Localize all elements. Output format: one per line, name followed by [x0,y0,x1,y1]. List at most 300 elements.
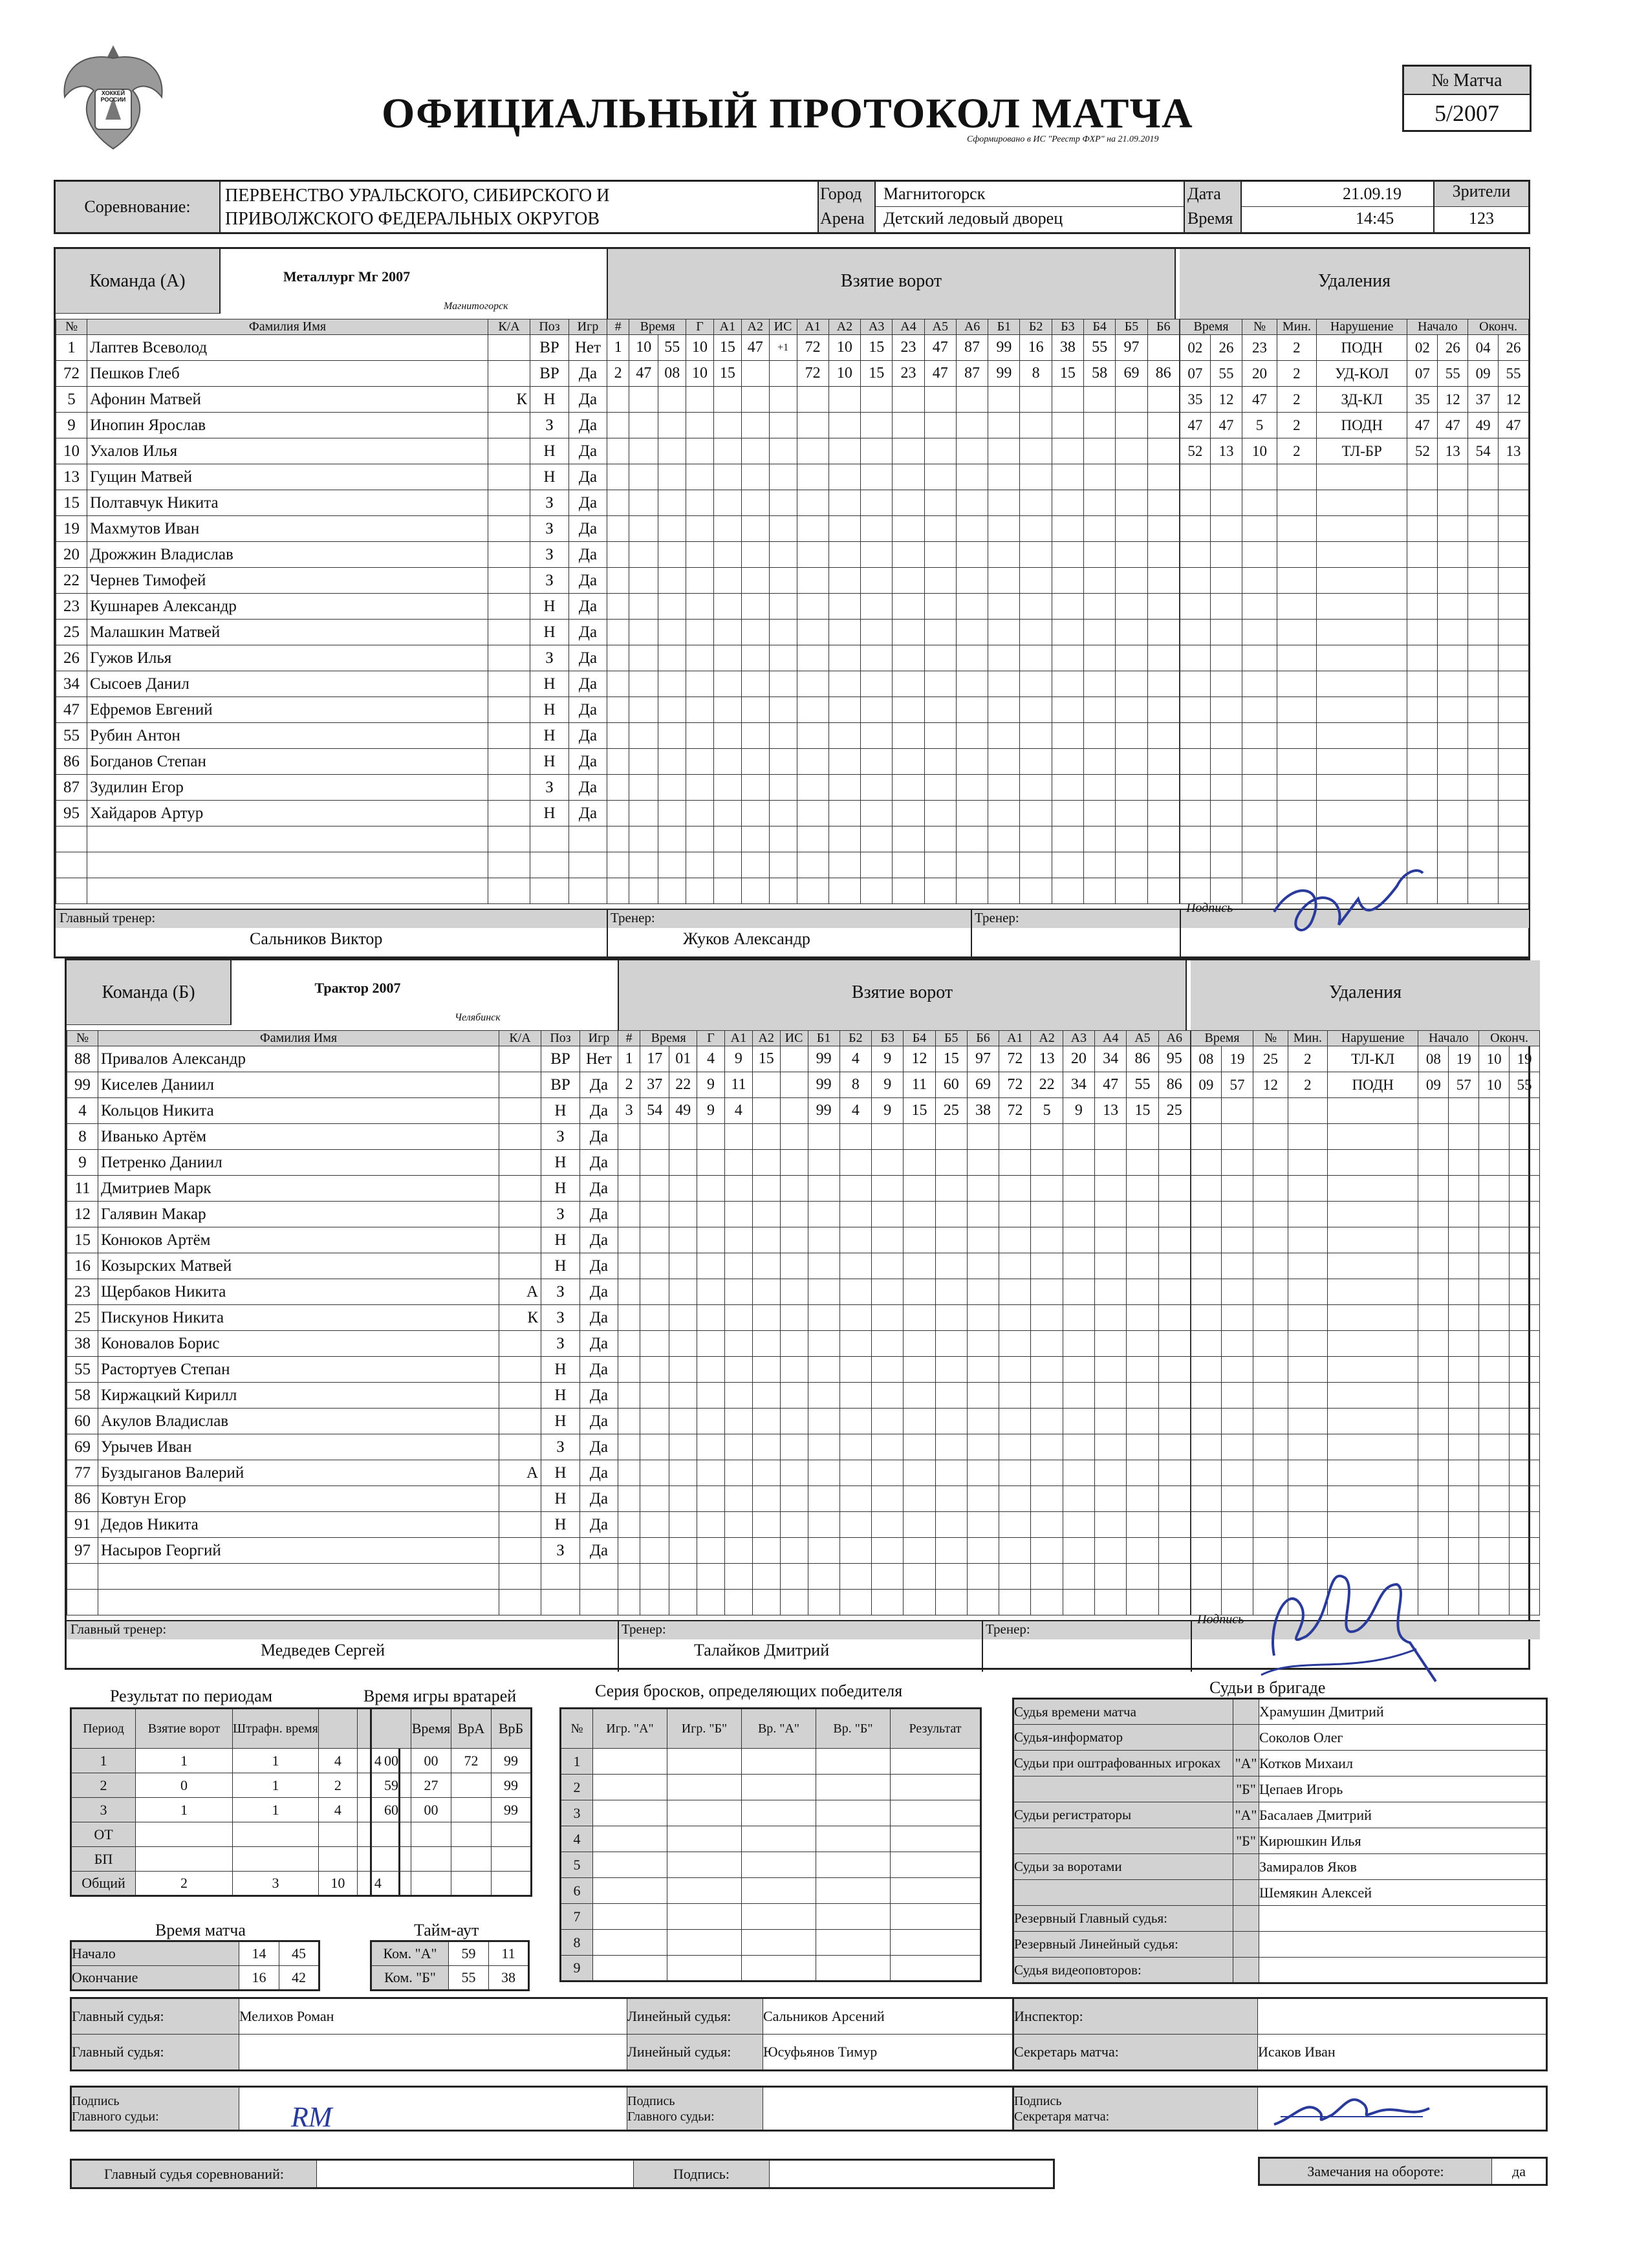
match-number: 5/2007 [1434,100,1499,126]
goal-cell [935,1227,967,1253]
penalty-cell [1438,645,1468,671]
penalty-cell: 08 [1191,1046,1222,1072]
goal-cell [640,1383,669,1409]
penalty-cell [1221,1409,1253,1434]
penalty-cell [1210,620,1242,645]
penalty-col-header: Время [1191,1031,1253,1046]
goal-cell: 72 [999,1046,1031,1072]
goal-cell: 15 [1127,1098,1158,1124]
goal-cell [924,723,956,749]
cell [891,1878,981,1904]
goal-cell [607,878,629,904]
played: Да [569,413,607,438]
penalty-cell [1191,1202,1222,1227]
goal-cell: 86 [1147,361,1179,387]
goal-cell [686,620,714,645]
goal-row [607,335,1180,361]
goal-cell [967,1253,999,1279]
player-number: 16 [67,1253,98,1279]
goal-cell [924,645,956,671]
penalty-cell: 55 [1499,361,1529,387]
penalty-row [1180,645,1529,671]
goal-col-header: # [618,1031,640,1046]
penalty-cell [1253,1124,1288,1150]
goal-cell [1095,1227,1127,1253]
goal-cell: 15 [904,1098,935,1124]
penalty-cell [1499,542,1529,568]
played: Да [580,1279,618,1305]
played: Да [569,697,607,723]
goal-cell [861,852,893,878]
penalty-cell [1316,464,1407,490]
goal-cell [1158,1150,1190,1176]
goal-cell: 72 [999,1072,1031,1098]
penalty-cell [1277,542,1316,568]
goal-cell [904,1590,935,1615]
goal-cell [904,1331,935,1357]
cell: Резервный Линейный судья: [1013,1932,1233,1958]
penalty-cell [1479,1176,1510,1202]
goal-cell [797,723,828,749]
penalty-cell: 47 [1438,413,1468,438]
goal-cell [629,490,658,516]
goal-row [618,1460,1191,1486]
goal-cell [769,826,797,852]
position [541,1590,580,1615]
goal-cell [607,645,629,671]
goal-cell [1147,723,1179,749]
cell: Линейный судья: [627,1998,763,2035]
goal-cell [741,438,769,464]
table-row [67,1253,618,1279]
goal-cell [1095,1357,1127,1383]
goal-cell [1031,1331,1063,1357]
player-number: 26 [56,645,87,671]
penalty-cell [1253,1331,1288,1357]
penalty-cell [1277,645,1316,671]
goal-cell [967,1383,999,1409]
penalty-cell [1438,749,1468,775]
penalty-cell [1277,801,1316,826]
cell: 00 [371,1749,411,1773]
cell [1233,1932,1259,1958]
goal-cell [808,1176,839,1202]
goal-cell [640,1253,669,1279]
goal-cell [1020,775,1052,801]
goal-cell [1147,645,1179,671]
goal-cell [640,1176,669,1202]
penalty-cell [1288,1460,1327,1486]
goal-cell [686,801,714,826]
goal-cell [752,1538,780,1564]
penalty-cell [1277,464,1316,490]
goal-cell: 13 [1095,1098,1127,1124]
goal-cell [658,749,686,775]
penalty-cell [1407,620,1438,645]
goal-cell: 25 [1158,1098,1190,1124]
cell: Штрафн. время [233,1709,319,1749]
table-row [67,1486,618,1512]
penalty-cell [1438,542,1468,568]
penalty-cell [1468,852,1499,878]
goal-cell: 69 [1116,361,1147,387]
penalty-row [1180,464,1529,490]
goal-cell [1127,1460,1158,1486]
cell [1233,1854,1259,1880]
played [569,826,607,852]
goal-cell [1084,697,1116,723]
head-coach: Медведев Сергей [261,1641,385,1659]
player-number: 38 [67,1331,98,1357]
goal-row [618,1202,1191,1227]
goal-cell [752,1202,780,1227]
cell [891,1904,981,1930]
penalty-cell [1191,1512,1222,1538]
goal-cell [697,1176,725,1202]
goal-cell [999,1486,1031,1512]
goal-cell [669,1564,697,1590]
goal-cell [752,1564,780,1590]
penalty-cell: 37 [1468,387,1499,413]
penalty-cell [1180,620,1211,645]
penalty-cell: 2 [1277,387,1316,413]
goal-cell [872,1305,904,1331]
penalty-row [1191,1150,1540,1176]
penalty-cell [1277,775,1316,801]
goal-col-header: А1 [713,319,741,335]
goal-cell [629,645,658,671]
time-label: Время [1187,209,1233,228]
goal-cell [1116,801,1147,826]
goal-cell [988,413,1020,438]
goal-row [607,775,1180,801]
goal-cell [797,620,828,645]
goal-cell [1063,1357,1094,1383]
penalty-cell [1180,801,1211,826]
player-name [98,1564,499,1590]
goal-cell [956,568,988,594]
cell [593,1800,667,1826]
penalty-cell [1191,1253,1222,1279]
sign-label: Главного судьи: [72,2109,159,2124]
table-row [56,775,607,801]
goal-cell [629,697,658,723]
goal-cell [797,671,828,697]
cell: Судья-информатор [1013,1725,1233,1751]
penalty-cell [1242,490,1277,516]
penalty-row [1191,1227,1540,1253]
penalty-cell: 47 [1407,413,1438,438]
goal-cell [629,516,658,542]
goal-cell [988,775,1020,801]
goal-row [607,671,1180,697]
penalty-cell [1210,516,1242,542]
penalty-cell: 10 [1479,1046,1510,1072]
goal-col-header: Б4 [904,1031,935,1046]
player-name: Гужов Илья [87,645,488,671]
goal-cell [752,1512,780,1538]
goal-cell [967,1176,999,1202]
goal-cell [828,542,860,568]
goal-cell [1084,749,1116,775]
penalty-cell [1418,1202,1449,1227]
penalty-cell [1253,1512,1288,1538]
goal-cell [658,490,686,516]
penalty-row [1191,1512,1540,1538]
cell [742,1775,816,1800]
cell: Судьи при оштрафованных игроках [1013,1751,1233,1777]
goal-cell [658,645,686,671]
penalty-cell [1210,826,1242,852]
cell [239,2035,627,2071]
goal-cell [780,1460,808,1486]
goal-cell [839,1590,871,1615]
goal-cell: 10 [686,335,714,361]
goal-row [607,387,1180,413]
goal-cell [935,1279,967,1305]
goal-row [607,594,1180,620]
cell: Взятие ворот [136,1709,233,1749]
cell: Храмушин Дмитрий [1259,1699,1547,1725]
penalty-cell [1479,1512,1510,1538]
goal-cell [1020,464,1052,490]
goal-cell [828,878,860,904]
cell [891,1775,981,1800]
goal-cell [618,1512,640,1538]
goal-cell [872,1434,904,1460]
goal-row [618,1305,1191,1331]
goal-cell [1031,1253,1063,1279]
goal-cell: 4 [724,1098,752,1124]
player-name: Ухалов Илья [87,438,488,464]
table-row [56,723,607,749]
goal-col-header: Г [686,319,714,335]
goal-cell [872,1150,904,1176]
table-row [56,335,607,361]
played [580,1590,618,1615]
goal-col-header: А1 [797,319,828,335]
match-time-title: Время матча [155,1921,246,1939]
goal-cell [1063,1434,1094,1460]
penalty-cell [1288,1434,1327,1460]
penalty-cell [1221,1176,1253,1202]
goal-cell [1158,1538,1190,1564]
goal-cell [924,464,956,490]
table-row [56,697,607,723]
goal-cell [724,1434,752,1460]
goal-cell [808,1279,839,1305]
goal-cell [741,878,769,904]
cell: Судьи регистраторы [1013,1802,1233,1828]
table-row [67,1357,618,1383]
goal-cell [935,1202,967,1227]
goal-cell [724,1150,752,1176]
penalty-cell [1316,620,1407,645]
cell [357,1822,399,1847]
penalty-col-header: Оконч. [1468,319,1529,335]
penalty-cell [1449,1202,1479,1227]
goal-cell [780,1046,808,1072]
goal-cell [769,801,797,826]
penalty-cell [1210,801,1242,826]
goal-cell [1147,697,1179,723]
goal-cell [1052,413,1083,438]
player-number: 47 [56,697,87,723]
cell [891,1852,981,1878]
table-row [56,361,607,387]
goal-cell [956,620,988,645]
cell [742,1878,816,1904]
goal-cell [1063,1331,1094,1357]
goal-cell [1095,1253,1127,1279]
goal-cell [769,723,797,749]
match-info [54,180,1530,234]
cell [667,1826,742,1852]
goal-cell: 99 [808,1098,839,1124]
goal-cell [967,1564,999,1590]
played: Да [569,387,607,413]
goal-cell: 10 [828,361,860,387]
goal-cell [828,852,860,878]
captain-mark [499,1383,541,1409]
cell [1233,1880,1259,1906]
penalty-cell [1191,1305,1222,1331]
goal-cell: 47 [629,361,658,387]
goal-cell [1020,749,1052,775]
player-number: 8 [67,1124,98,1150]
penalty-cell [1510,1409,1540,1434]
goal-cell [724,1305,752,1331]
goal-row [607,878,1180,904]
goal-cell [1052,697,1083,723]
goal-cell [1052,542,1083,568]
penalty-cell [1191,1590,1222,1615]
penalty-col-header: Нарушение [1327,1031,1418,1046]
cell: Главный судья соревнований: [71,2160,317,2188]
penalty-cell [1253,1434,1288,1460]
goal-cell [935,1305,967,1331]
position: З [541,1434,580,1460]
goal-cell [893,568,924,594]
cell [763,2087,1151,2131]
penalty-cell [1180,568,1211,594]
goal-cell [872,1383,904,1409]
goal-cell [686,464,714,490]
goal-cell [1158,1279,1190,1305]
goal-cell [713,568,741,594]
goal-cell [967,1150,999,1176]
cell: 99 [492,1749,532,1773]
page-title: ОФИЦИАЛЬНЫЙ ПРОТОКОЛ МАТЧА [382,90,1193,137]
sign-label: Подпись [627,2093,675,2108]
penalty-col-header: № [1242,319,1277,335]
goal-cell [1127,1124,1158,1150]
penalty-cell [1468,878,1499,904]
goal-cell [1095,1460,1127,1486]
goal-cell [1052,568,1083,594]
goal-cell: 99 [988,335,1020,361]
goal-cell [924,801,956,826]
coach-2-label: Тренер: [975,910,1019,925]
goal-cell [1116,542,1147,568]
goal-cell [741,413,769,438]
played: Да [580,1486,618,1512]
table-row [56,749,607,775]
penalty-cell [1327,1202,1418,1227]
goal-cell [607,671,629,697]
penalty-row [1191,1202,1540,1227]
goal-cell [935,1357,967,1383]
goal-cell [1116,697,1147,723]
penalty-cell [1468,723,1499,749]
penalty-cell: 04 [1468,335,1499,361]
captain-mark: К [499,1305,541,1331]
penalty-cell [1449,1098,1479,1124]
penalty-cell: 47 [1180,413,1211,438]
goal-cell [1095,1564,1127,1590]
player-number: 69 [67,1434,98,1460]
goal-cell [640,1434,669,1460]
table-row [56,387,607,413]
penalty-cell [1288,1512,1327,1538]
penalty-cell [1407,490,1438,516]
goal-cell [1031,1357,1063,1383]
cell [318,1822,357,1847]
goal-cell [839,1176,871,1202]
cell: 9 [561,1956,593,1982]
goal-cell [629,671,658,697]
goal-cell [1116,387,1147,413]
goal-cell [999,1538,1031,1564]
goal-cell [999,1279,1031,1305]
goal-cell: 9 [872,1098,904,1124]
goal-cell [752,1486,780,1512]
penalty-cell [1288,1176,1327,1202]
played: Да [569,801,607,826]
goal-cell: 86 [1127,1046,1158,1072]
goal-cell [741,387,769,413]
penalty-row [1191,1409,1540,1434]
cell: Период [71,1709,136,1749]
penalty-cell: 55 [1510,1072,1540,1098]
goal-cell [872,1409,904,1434]
penalty-cell [1277,594,1316,620]
goal-cell [935,1331,967,1357]
goal-cell [1095,1305,1127,1331]
penalty-cell [1468,826,1499,852]
goal-cell [999,1434,1031,1460]
goal-cell [669,1590,697,1615]
penalty-row [1180,594,1529,620]
penalty-cell [1242,645,1277,671]
cell [357,1798,399,1822]
cell [891,1800,981,1826]
table-row [56,826,607,852]
penalty-cell [1449,1512,1479,1538]
goal-cell [713,438,741,464]
goal-cell [713,749,741,775]
penalty-cell: 35 [1180,387,1211,413]
penalty-cell: 55 [1438,361,1468,387]
sign-label: Главного судьи: [627,2109,715,2124]
goal-cell: 9 [724,1046,752,1072]
penalty-col-header: Мин. [1277,319,1316,335]
captain-mark: А [499,1460,541,1486]
goal-cell [828,645,860,671]
cell: Главный судья: [71,1998,239,2035]
goal-cell [861,464,893,490]
penalty-cell [1180,645,1211,671]
